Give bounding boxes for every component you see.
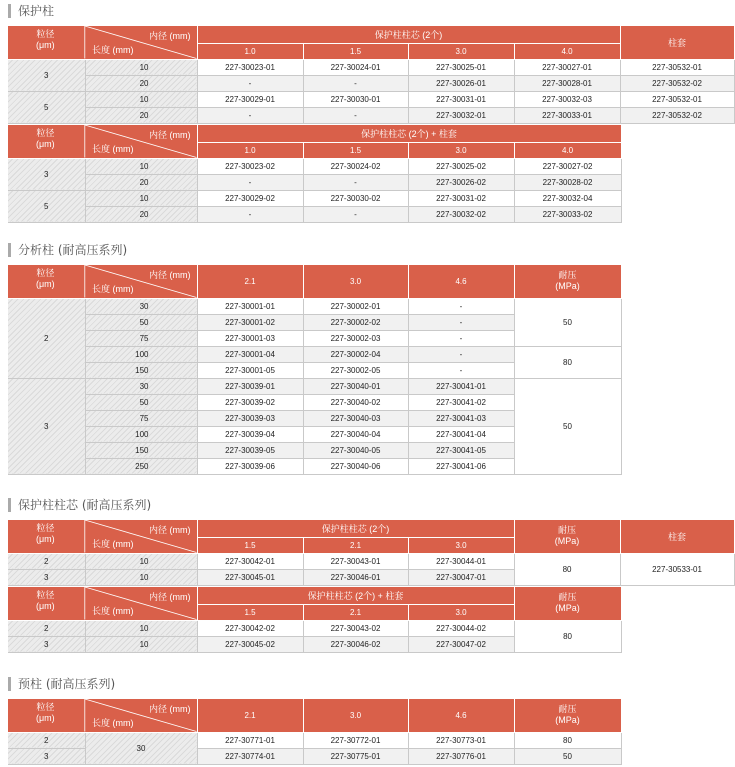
part-number: 227-30024-01 <box>303 59 408 75</box>
diameter-header: 4.6 <box>408 699 514 732</box>
cartridge-holder-header: 保护柱柱芯 (2个) + 柱套 <box>197 587 514 604</box>
length-cell: 100 <box>85 346 197 362</box>
table-row <box>8 174 621 190</box>
length-cell: 50 <box>85 314 197 330</box>
particle-size-cell: 5 <box>8 190 85 222</box>
pressure-cell: 80 <box>514 346 621 378</box>
part-number: 227-30032-04 <box>514 190 621 206</box>
part-number: 227-30045-01 <box>197 569 303 585</box>
length-cell: 10 <box>85 620 197 636</box>
holder-part-number: 227-30532-02 <box>620 107 734 123</box>
part-number: 227-30001-05 <box>197 362 303 378</box>
length-cell: 75 <box>85 410 197 426</box>
part-number: 227-30027-02 <box>514 158 621 174</box>
particle-size-cell: 3 <box>8 748 85 764</box>
corner-header <box>8 26 197 59</box>
inner-diameter-label: 内径 (mm) <box>149 592 191 602</box>
part-number: 227-30040-01 <box>303 378 408 394</box>
part-number: 227-30041-06 <box>408 458 514 474</box>
part-number: - <box>408 362 514 378</box>
part-number: 227-30033-01 <box>514 107 620 123</box>
part-number: 227-30046-02 <box>303 636 408 652</box>
part-number: 227-30024-02 <box>303 158 408 174</box>
corner-header <box>8 125 197 158</box>
inner-diameter-label: 内径 (mm) <box>149 525 191 535</box>
diameter-header: 3.0 <box>408 604 514 620</box>
particle-size-cell: 2 <box>8 620 85 636</box>
part-number: 227-30041-02 <box>408 394 514 410</box>
pressure-cell: 50 <box>514 298 621 346</box>
corner-header <box>8 699 197 732</box>
part-number: 227-30002-05 <box>303 362 408 378</box>
part-number: 227-30029-02 <box>197 190 303 206</box>
analytical-column-table <box>8 265 622 475</box>
inner-diameter-label: 内径 (mm) <box>149 31 191 41</box>
part-number: 227-30029-01 <box>197 91 303 107</box>
section-title-pre-column: 预柱 (耐高压系列) <box>8 677 115 691</box>
particle-size-label: 粒径 (μm) <box>36 590 55 611</box>
length-label: 长度 (mm) <box>92 143 134 154</box>
diameter-header: 2.1 <box>197 265 303 298</box>
diameter-header: 3.0 <box>408 537 514 553</box>
part-number: 227-30001-01 <box>197 298 303 314</box>
part-number: 227-30025-01 <box>408 59 514 75</box>
length-label: 长度 (mm) <box>92 283 134 294</box>
part-number: 227-30042-01 <box>197 553 303 569</box>
part-number: 227-30028-01 <box>514 75 620 91</box>
diameter-header: 2.1 <box>197 699 303 732</box>
part-number: 227-30041-04 <box>408 426 514 442</box>
table-row <box>8 158 621 174</box>
part-number: - <box>197 107 303 123</box>
part-number: 227-30047-02 <box>408 636 514 652</box>
part-number: 227-30032-01 <box>408 107 514 123</box>
corner-header <box>8 520 197 553</box>
length-cell: 150 <box>85 362 197 378</box>
part-number: 227-30039-01 <box>197 378 303 394</box>
length-cell: 20 <box>85 75 197 91</box>
length-cell: 20 <box>85 174 197 190</box>
length-cell: 10 <box>85 553 197 569</box>
holder-header: 柱套 <box>620 520 734 553</box>
diameter-header: 2.1 <box>303 537 408 553</box>
particle-size-label: 粒径 (μm) <box>36 523 55 544</box>
part-number: 227-30001-02 <box>197 314 303 330</box>
part-number: 227-30044-01 <box>408 553 514 569</box>
part-number: - <box>408 314 514 330</box>
length-cell: 10 <box>85 91 197 107</box>
particle-size-cell: 2 <box>8 553 85 569</box>
diameter-header: 1.5 <box>303 142 408 158</box>
part-number: 227-30001-03 <box>197 330 303 346</box>
part-number: - <box>197 206 303 222</box>
diameter-header: 3.0 <box>303 265 408 298</box>
part-number: 227-30771-01 <box>197 732 303 748</box>
length-cell: 20 <box>85 107 197 123</box>
part-number: 227-30773-01 <box>408 732 514 748</box>
part-number: 227-30041-05 <box>408 442 514 458</box>
length-cell: 30 <box>85 298 197 314</box>
table-row <box>8 91 734 107</box>
pressure-cell: 50 <box>514 378 621 474</box>
length-cell: 30 <box>85 732 197 764</box>
part-number: 227-30040-04 <box>303 426 408 442</box>
part-number: 227-30032-03 <box>514 91 620 107</box>
particle-size-cell: 5 <box>8 91 85 123</box>
diameter-header: 3.0 <box>303 699 408 732</box>
part-number: 227-30039-03 <box>197 410 303 426</box>
table-row <box>8 378 621 394</box>
part-number: 227-30001-04 <box>197 346 303 362</box>
particle-size-label: 粒径 (μm) <box>36 29 55 50</box>
length-label: 长度 (mm) <box>92 605 134 616</box>
part-number: 227-30040-03 <box>303 410 408 426</box>
part-number: - <box>408 330 514 346</box>
part-number: 227-30040-06 <box>303 458 408 474</box>
length-cell: 30 <box>85 378 197 394</box>
diameter-header: 3.0 <box>408 142 514 158</box>
cartridge-holder-header: 保护柱柱芯 (2个) + 柱套 <box>197 125 621 142</box>
length-label: 长度 (mm) <box>92 44 134 55</box>
particle-size-cell: 3 <box>8 569 85 585</box>
table-row <box>8 75 734 91</box>
particle-size-cell: 2 <box>8 732 85 748</box>
pressure-cell: 80 <box>514 553 620 585</box>
corner-header <box>8 587 197 620</box>
table-row <box>8 553 734 569</box>
part-number: - <box>408 346 514 362</box>
table-row <box>8 298 621 314</box>
part-number: 227-30039-02 <box>197 394 303 410</box>
diameter-header: 1.5 <box>197 537 303 553</box>
part-number: - <box>303 107 408 123</box>
holder-header: 柱套 <box>620 26 734 59</box>
part-number: 227-30025-02 <box>408 158 514 174</box>
particle-size-cell: 3 <box>8 59 85 91</box>
particle-size-label: 粒径 (μm) <box>36 128 55 149</box>
particle-size-cell: 3 <box>8 378 85 474</box>
part-number: 227-30772-01 <box>303 732 408 748</box>
table-row <box>8 190 621 206</box>
table-row <box>8 346 621 362</box>
part-number: 227-30026-02 <box>408 174 514 190</box>
table-row <box>8 732 621 748</box>
part-number: 227-30775-01 <box>303 748 408 764</box>
part-number: 227-30026-01 <box>408 75 514 91</box>
pressure-header: 耐压 (MPa) <box>514 265 621 298</box>
part-number: 227-30045-02 <box>197 636 303 652</box>
length-cell: 10 <box>85 59 197 75</box>
corner-header <box>8 265 197 298</box>
part-number: 227-30040-02 <box>303 394 408 410</box>
holder-part-number: 227-30533-01 <box>620 553 734 585</box>
length-cell: 10 <box>85 158 197 174</box>
length-cell: 20 <box>85 206 197 222</box>
part-number: 227-30031-02 <box>408 190 514 206</box>
diameter-header: 1.0 <box>197 142 303 158</box>
section-title-analytical-column: 分析柱 (耐高压系列) <box>8 243 127 257</box>
part-number: 227-30044-02 <box>408 620 514 636</box>
inner-diameter-label: 内径 (mm) <box>149 130 191 140</box>
pressure-cell: 80 <box>514 620 621 652</box>
guard-column-table <box>8 26 735 124</box>
length-label: 长度 (mm) <box>92 717 134 728</box>
holder-part-number: 227-30532-02 <box>620 75 734 91</box>
length-cell: 10 <box>85 569 197 585</box>
part-number: 227-30030-01 <box>303 91 408 107</box>
part-number: 227-30040-05 <box>303 442 408 458</box>
length-label: 长度 (mm) <box>92 538 134 549</box>
particle-size-cell: 2 <box>8 298 85 378</box>
length-cell: 75 <box>85 330 197 346</box>
guard-cartridge-table <box>8 520 735 586</box>
table-row <box>8 107 734 123</box>
pressure-cell: 50 <box>514 748 621 764</box>
diameter-header: 1.5 <box>197 604 303 620</box>
part-number: 227-30042-02 <box>197 620 303 636</box>
part-number: 227-30002-03 <box>303 330 408 346</box>
diameter-header: 3.0 <box>408 43 514 59</box>
diameter-header: 1.0 <box>197 43 303 59</box>
table-row <box>8 620 621 636</box>
part-number: 227-30043-01 <box>303 553 408 569</box>
part-number: - <box>408 298 514 314</box>
part-number: 227-30002-04 <box>303 346 408 362</box>
length-cell: 100 <box>85 426 197 442</box>
diameter-header: 1.5 <box>303 43 408 59</box>
holder-part-number: 227-30532-01 <box>620 59 734 75</box>
part-number: 227-30027-01 <box>514 59 620 75</box>
part-number: 227-30028-02 <box>514 174 621 190</box>
pressure-header: 耐压 (MPa) <box>514 587 621 620</box>
part-number: 227-30039-04 <box>197 426 303 442</box>
pressure-header: 耐压 (MPa) <box>514 699 621 732</box>
part-number: 227-30002-02 <box>303 314 408 330</box>
part-number: - <box>197 75 303 91</box>
holder-part-number: 227-30532-01 <box>620 91 734 107</box>
part-number: 227-30774-01 <box>197 748 303 764</box>
particle-size-label: 粒径 (μm) <box>36 268 55 289</box>
part-number: 227-30031-01 <box>408 91 514 107</box>
part-number: 227-30023-01 <box>197 59 303 75</box>
diameter-header: 4.0 <box>514 43 620 59</box>
guard-column-with-holder-table <box>8 125 622 223</box>
part-number: 227-30032-02 <box>408 206 514 222</box>
part-number: 227-30033-02 <box>514 206 621 222</box>
part-number: - <box>303 206 408 222</box>
part-number: 227-30039-05 <box>197 442 303 458</box>
pre-column-table <box>8 699 622 765</box>
cartridge-header: 保护柱柱芯 (2个) <box>197 520 514 537</box>
length-cell: 250 <box>85 458 197 474</box>
part-number: 227-30047-01 <box>408 569 514 585</box>
particle-size-cell: 3 <box>8 158 85 190</box>
part-number: 227-30776-01 <box>408 748 514 764</box>
section-title-guard-column: 保护柱 <box>8 4 54 18</box>
particle-size-cell: 3 <box>8 636 85 652</box>
part-number: 227-30039-06 <box>197 458 303 474</box>
part-number: - <box>303 75 408 91</box>
inner-diameter-label: 内径 (mm) <box>149 270 191 280</box>
guard-cartridge-with-holder-table <box>8 587 622 653</box>
table-row <box>8 59 734 75</box>
diameter-header: 4.0 <box>514 142 621 158</box>
table-row <box>8 206 621 222</box>
part-number: - <box>303 174 408 190</box>
part-number: 227-30046-01 <box>303 569 408 585</box>
length-cell: 150 <box>85 442 197 458</box>
diameter-header: 2.1 <box>303 604 408 620</box>
particle-size-label: 粒径 (μm) <box>36 702 55 723</box>
part-number: 227-30041-01 <box>408 378 514 394</box>
diameter-header: 4.6 <box>408 265 514 298</box>
length-cell: 10 <box>85 190 197 206</box>
part-number: 227-30030-02 <box>303 190 408 206</box>
section-title-guard-cartridge: 保护柱柱芯 (耐高压系列) <box>8 498 151 512</box>
part-number: - <box>197 174 303 190</box>
inner-diameter-label: 内径 (mm) <box>149 704 191 714</box>
pressure-cell: 80 <box>514 732 621 748</box>
part-number: 227-30043-02 <box>303 620 408 636</box>
part-number: 227-30002-01 <box>303 298 408 314</box>
cartridge-header: 保护柱柱芯 (2个) <box>197 26 620 43</box>
part-number: 227-30023-02 <box>197 158 303 174</box>
pressure-header: 耐压 (MPa) <box>514 520 620 553</box>
length-cell: 50 <box>85 394 197 410</box>
part-number: 227-30041-03 <box>408 410 514 426</box>
length-cell: 10 <box>85 636 197 652</box>
